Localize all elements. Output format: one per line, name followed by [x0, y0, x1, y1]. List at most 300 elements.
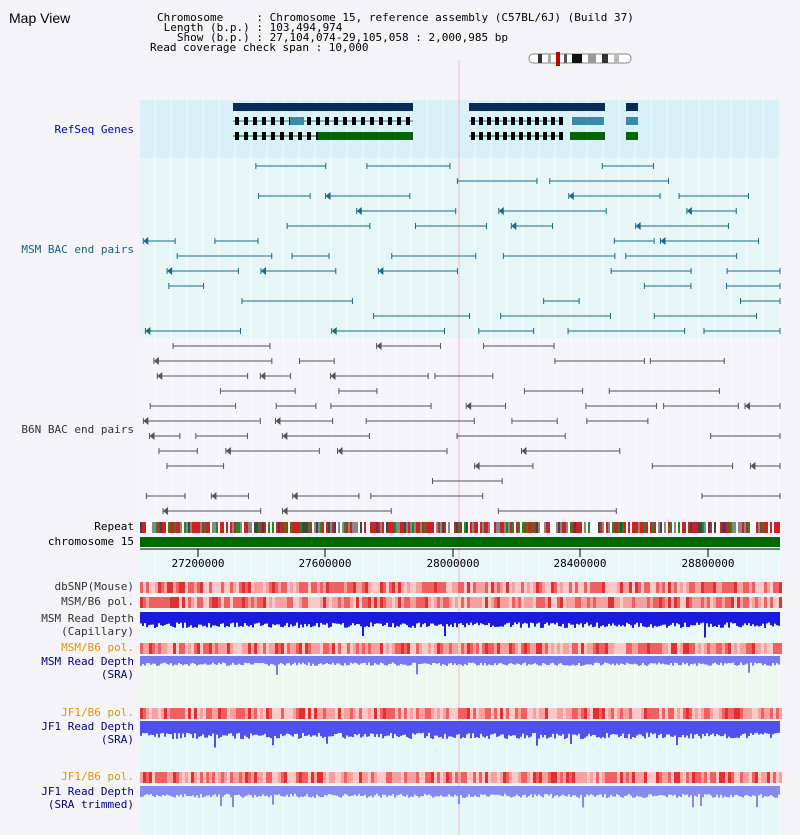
jf1-pol-heat [500, 708, 503, 719]
jf1-pol2-heat [206, 772, 209, 783]
msm-pol2-heat [185, 643, 188, 654]
repeat-mark [716, 522, 718, 533]
jf1-depth-trim-bar [566, 786, 568, 796]
jf1-pol-heat [230, 708, 233, 719]
repeat-mark [448, 522, 450, 533]
dbsnp-heat [566, 582, 569, 593]
dbsnp-heat [485, 582, 488, 593]
dbsnp-heat [671, 582, 674, 593]
repeat-mark [282, 522, 284, 533]
msm-depth-sra-bar [592, 656, 594, 665]
msm-depth-sra-bar [218, 656, 220, 663]
msm-depth-cap-bar [678, 612, 680, 624]
gene-exon [527, 132, 531, 140]
jf1-depth-sra-bar [362, 721, 364, 736]
msm-depth-cap-bar [312, 612, 314, 626]
msm-depth-cap-bar [330, 612, 332, 627]
msm-pol-heat [620, 597, 623, 608]
repeat-mark [558, 522, 560, 533]
msm-depth-sra-bar [670, 656, 672, 663]
msm-depth-cap-bar [240, 612, 242, 626]
jf1-depth-trim-bar [468, 786, 470, 794]
jf1-pol-heat [674, 708, 677, 719]
dbsnp-heat [722, 582, 725, 593]
msm-depth-cap-bar [722, 612, 724, 628]
msm-pol2-heat [407, 643, 410, 654]
jf1-depth-trim-bar [310, 786, 312, 797]
dbsnp-heat [266, 582, 269, 593]
msm-pol2-heat [179, 643, 182, 654]
msm-depth-sra-bar [332, 656, 334, 663]
dbsnp-heat [560, 582, 563, 593]
dbsnp-heat [461, 582, 464, 593]
chromosome-bar[interactable] [140, 537, 780, 547]
jf1-pol2-heat [401, 772, 404, 783]
msm-depth-sra-bar [682, 656, 684, 663]
jf1-depth-sra-bar [232, 721, 234, 736]
jf1-pol-heat [698, 708, 701, 719]
jf1-depth-sra-bar [596, 721, 598, 737]
msm-depth-sra-bar [634, 656, 636, 664]
msm-depth-sra-bar [534, 656, 536, 663]
msm-depth-cap-bar [218, 612, 220, 627]
jf1-depth-sra-bar [322, 721, 324, 738]
msm-depth-sra-bar [750, 656, 752, 663]
msm-depth-sra-bar [436, 656, 438, 664]
jf1-depth-trim-bar [466, 786, 468, 797]
dbsnp-heat [749, 582, 752, 593]
dbsnp-heat [305, 582, 308, 593]
msm-pol-heat [587, 597, 590, 608]
dbsnp-heat [275, 582, 278, 593]
jf1-depth-sra-bar [440, 721, 442, 737]
jf1-depth-sra-bar [584, 721, 586, 738]
msm-depth-sra-bar [480, 656, 482, 663]
msm-depth-cap-bar [560, 612, 562, 626]
jf1-pol2-heat [278, 772, 281, 783]
jf1-pol-heat [338, 708, 341, 719]
label-msm-bac: MSM BAC end pairs [21, 243, 134, 256]
jf1-depth-trim-bar [180, 786, 182, 794]
msm-depth-cap-bar [732, 612, 734, 624]
msm-depth-sra-bar [690, 656, 692, 664]
repeat-mark [490, 522, 492, 533]
msm-depth-cap-bar [480, 612, 482, 623]
msm-pol-heat [554, 597, 557, 608]
msm-depth-sra-bar [426, 656, 428, 664]
jf1-pol-heat [158, 708, 161, 719]
gene-exon [471, 132, 475, 140]
msm-depth-sra-bar [424, 656, 426, 663]
msm-depth-sra-bar [484, 656, 486, 663]
msm-depth-sra-bar [496, 656, 498, 665]
repeat-mark [428, 522, 430, 533]
msm-pol-heat [647, 597, 650, 608]
repeat-mark [446, 522, 448, 533]
jf1-depth-sra-bar [766, 721, 768, 733]
jf1-depth-trim-bar [288, 786, 290, 797]
msm-pol-heat [710, 597, 713, 608]
jf1-depth-trim-bar [150, 786, 152, 794]
jf1-depth-sra-bar [276, 721, 278, 738]
jf1-depth-trim-bar [322, 786, 324, 797]
msm-depth-sra-bar [198, 656, 200, 665]
msm-depth-cap-bar [150, 612, 152, 625]
jf1-pol-heat [467, 708, 470, 719]
msm-pol-heat [506, 597, 509, 608]
jf1-depth-sra-bar [430, 721, 432, 738]
jf1-depth-sra-bar [534, 721, 536, 733]
jf1-depth-sra-bar [396, 721, 398, 736]
msm-pol2-heat [767, 643, 770, 654]
msm-depth-sra-bar [562, 656, 564, 665]
jf1-depth-trim-bar [282, 786, 284, 797]
jf1-depth-sra-bar [186, 721, 188, 733]
repeat-mark [242, 522, 244, 533]
msm-pol-heat [680, 597, 683, 608]
msm-depth-cap-bar [302, 612, 304, 627]
jf1-depth-trim-bar [544, 786, 546, 794]
msm-depth-sra-bar [458, 656, 460, 664]
jf1-depth-sra-bar [722, 721, 724, 736]
repeat-mark [688, 522, 690, 533]
dbsnp-heat [680, 582, 683, 593]
msm-depth-sra-bar [756, 656, 758, 664]
msm-depth-sra-bar [202, 656, 204, 664]
msm-depth-sra-bar [504, 656, 506, 665]
msm-pol-heat [773, 597, 776, 608]
msm-depth-sra-bar [742, 656, 744, 665]
dbsnp-heat [260, 582, 263, 593]
jf1-depth-trim-bar [170, 786, 172, 796]
jf1-depth-sra-bar [506, 721, 508, 739]
repeat-mark [500, 522, 502, 533]
msm-depth-sra-bar [460, 656, 462, 665]
repeat-mark [146, 522, 148, 533]
msm-depth-sra-bar [392, 656, 394, 663]
msm-depth-sra-bar [304, 656, 306, 664]
msm-pol-heat [215, 597, 218, 608]
jf1-pol2-heat [764, 772, 767, 783]
jf1-pol2-heat [779, 772, 782, 783]
repeat-mark [140, 522, 142, 533]
msm-pol-heat [521, 597, 524, 608]
repeat-mark [312, 522, 314, 533]
jf1-depth-trim-bar [262, 786, 264, 794]
jf1-depth-trim-bar [146, 786, 148, 794]
jf1-pol-heat [149, 708, 152, 719]
msm-depth-sra-bar [396, 656, 398, 666]
msm-depth-cap-bar [600, 612, 602, 626]
jf1-pol-heat [764, 708, 767, 719]
dbsnp-heat [380, 582, 383, 593]
jf1-depth-trim-bar [714, 786, 716, 797]
repeat-mark [426, 522, 428, 533]
msm-depth-cap-bar [648, 612, 650, 627]
gene-exon [388, 117, 392, 125]
jf1-depth-trim-bar [380, 786, 382, 798]
msm-depth-sra-bar [686, 656, 688, 663]
msm-pol2-heat [659, 643, 662, 654]
jf1-depth-sra-bar [264, 721, 266, 734]
jf1-depth-sra-bar [340, 721, 342, 733]
msm-depth-cap-bar [322, 612, 324, 624]
dbsnp-heat [629, 582, 632, 593]
jf1-pol-heat [386, 708, 389, 719]
jf1-pol-heat [494, 708, 497, 719]
msm-depth-cap-bar [152, 612, 154, 625]
msm-depth-cap-bar [564, 612, 566, 628]
repeat-mark [478, 522, 480, 533]
msm-pol-heat [284, 597, 287, 608]
msm-depth-sra-bar [684, 656, 686, 664]
msm-pol-heat [665, 597, 668, 608]
jf1-depth-sra-bar [246, 721, 248, 737]
label-msm-depth-cap-sub: (Capillary) [61, 625, 134, 638]
repeat-mark [352, 522, 354, 533]
jf1-pol-heat [164, 708, 167, 719]
msm-depth-sra-bar [166, 656, 168, 664]
msm-pol-heat [707, 597, 710, 608]
jf1-depth-trim-bar [656, 786, 658, 796]
repeat-mark [722, 522, 724, 533]
msm-depth-cap-bar [374, 612, 376, 624]
msm-pol2-heat [278, 643, 281, 654]
repeat-mark [374, 522, 376, 533]
msm-pol2-heat [641, 643, 644, 654]
repeat-mark [632, 522, 634, 533]
jf1-pol2-heat [755, 772, 758, 783]
jf1-pol2-heat [686, 772, 689, 783]
jf1-depth-trim-bar [422, 786, 424, 796]
msm-depth-sra-bar [704, 656, 706, 664]
msm-pol2-heat [200, 643, 203, 654]
repeat-mark [454, 522, 456, 533]
dbsnp-heat [392, 582, 395, 593]
repeat-mark [564, 522, 566, 533]
jf1-pol-heat [728, 708, 731, 719]
jf1-depth-sra-bar [526, 721, 528, 735]
jf1-pol-heat [410, 708, 413, 719]
msm-pol2-heat [515, 643, 518, 654]
jf1-depth-trim-bar [234, 786, 236, 795]
msm-depth-sra-bar [360, 656, 362, 664]
msm-depth-sra-bar [694, 656, 696, 663]
msm-depth-sra-bar [604, 656, 606, 663]
jf1-pol2-heat [266, 772, 269, 783]
jf1-pol2-heat [590, 772, 593, 783]
jf1-depth-trim-bar [462, 786, 464, 798]
repeat-mark [650, 522, 652, 533]
msm-depth-sra-bar [508, 656, 510, 664]
msm-pol-heat [512, 597, 515, 608]
jf1-depth-trim-bar [662, 786, 664, 795]
msm-depth-sra-bar [656, 656, 658, 665]
jf1-pol-heat [569, 708, 572, 719]
dbsnp-heat [563, 582, 566, 593]
jf1-depth-trim-bar [490, 786, 492, 795]
label-jf1-pol2: JF1/B6 pol. [61, 770, 134, 783]
jf1-depth-sra-bar [688, 721, 690, 738]
msm-depth-cap-bar [308, 612, 310, 624]
repeat-mark [180, 522, 182, 533]
gene-exon [298, 132, 302, 140]
repeat-mark [718, 522, 720, 533]
msm-depth-cap-bar [338, 612, 340, 624]
jf1-pol-heat [209, 708, 212, 719]
msm-pol-heat [383, 597, 386, 608]
jf1-pol-heat [182, 708, 185, 719]
jf1-depth-trim-bar [436, 786, 438, 796]
repeat-mark [334, 522, 336, 533]
jf1-pol2-heat [773, 772, 776, 783]
msm-depth-cap-bar [156, 612, 158, 627]
jf1-depth-trim-bar [658, 786, 660, 795]
jf1-depth-sra-bar [514, 721, 516, 735]
msm-pol2-heat [539, 643, 542, 654]
dbsnp-heat [389, 582, 392, 593]
repeat-mark [166, 522, 168, 533]
gene-exon [570, 132, 605, 140]
msm-pol2-heat [716, 643, 719, 654]
jf1-depth-trim-bar [218, 786, 220, 795]
repeat-mark [598, 522, 600, 533]
msm-depth-sra-bar [632, 656, 634, 664]
jf1-pol2-heat [734, 772, 737, 783]
gene-exon [406, 117, 410, 125]
gene-exon [551, 117, 555, 125]
msm-depth-cap-bar [290, 612, 292, 624]
msm-depth-sra-bar [646, 656, 648, 666]
jf1-pol-heat [509, 708, 512, 719]
msm-depth-sra-bar [696, 656, 698, 666]
msm-pol2-heat [533, 643, 536, 654]
jf1-pol-heat [416, 708, 419, 719]
jf1-depth-sra-bar [528, 721, 530, 738]
jf1-depth-sra-bar [328, 721, 330, 736]
msm-pol2-heat [416, 643, 419, 654]
msm-depth-sra-bar [532, 656, 534, 664]
msm-depth-cap-bar [638, 612, 640, 627]
msm-depth-cap-bar [190, 612, 192, 625]
repeat-mark [342, 522, 344, 533]
dbsnp-heat [596, 582, 599, 593]
jf1-pol2-heat [398, 772, 401, 783]
jf1-pol-heat [560, 708, 563, 719]
msm-depth-sra-bar [530, 656, 532, 665]
repeat-mark [322, 522, 324, 533]
dbsnp-heat [740, 582, 743, 593]
jf1-pol-heat [554, 708, 557, 719]
msm-pol2-heat [446, 643, 449, 654]
repeat-mark [226, 522, 228, 533]
jf1-pol2-heat [506, 772, 509, 783]
jf1-depth-sra-bar [444, 721, 446, 734]
jf1-pol-heat [731, 708, 734, 719]
dbsnp-heat [416, 582, 419, 593]
dbsnp-heat [239, 582, 242, 593]
msm-depth-sra-bar [518, 656, 520, 664]
msm-pol-heat [299, 597, 302, 608]
msm-pol-heat [473, 597, 476, 608]
jf1-depth-sra-bar [352, 721, 354, 737]
msm-depth-sra-bar [768, 656, 770, 666]
jf1-depth-sra-bar [502, 721, 504, 734]
repeat-mark [748, 522, 750, 533]
msm-depth-cap-bar [662, 612, 664, 625]
dbsnp-heat [578, 582, 581, 593]
jf1-depth-sra-bar [202, 721, 204, 734]
msm-depth-sra-bar [618, 656, 620, 665]
jf1-depth-sra-bar [728, 721, 730, 737]
jf1-depth-trim-bar [650, 786, 652, 794]
jf1-depth-sra-bar [754, 721, 756, 733]
msm-depth-sra-bar [284, 656, 286, 665]
jf1-pol2-heat [149, 772, 152, 783]
msm-depth-cap-bar [390, 612, 392, 627]
msm-pol2-heat [731, 643, 734, 654]
msm-depth-cap-bar [324, 612, 326, 625]
msm-pol-heat [194, 597, 197, 608]
jf1-pol2-heat [569, 772, 572, 783]
jf1-depth-trim-bar [560, 786, 562, 796]
dbsnp-heat [347, 582, 350, 593]
repeat-mark [552, 522, 554, 533]
msm-depth-sra-bar [180, 656, 182, 664]
msm-pol2-heat [593, 643, 596, 654]
jf1-pol-heat [707, 708, 710, 719]
jf1-depth-sra-bar [508, 721, 510, 735]
msm-depth-cap-bar [754, 612, 756, 626]
jf1-pol-heat [218, 708, 221, 719]
jf1-depth-sra-bar [660, 721, 662, 734]
msm-depth-sra-bar [718, 656, 720, 665]
msm-depth-cap-bar [204, 612, 206, 626]
jf1-depth-trim-bar [354, 786, 356, 795]
msm-pol2-heat [569, 643, 572, 654]
jf1-depth-sra-bar [598, 721, 600, 737]
gene-exon [307, 132, 311, 140]
jf1-depth-sra-bar [496, 721, 498, 737]
jf1-depth-trim-bar [746, 786, 748, 795]
msm-depth-cap-bar [726, 612, 728, 623]
msm-depth-cap-bar [224, 612, 226, 627]
msm-depth-cap-bar [640, 612, 642, 623]
jf1-depth-sra-bar [700, 721, 702, 738]
repeat-mark [190, 522, 192, 533]
jf1-depth-trim-bar [614, 786, 616, 797]
jf1-pol-heat [425, 708, 428, 719]
gene-exon [379, 117, 383, 125]
msm-pol-heat [305, 597, 308, 608]
msm-depth-sra-bar [720, 656, 722, 663]
jf1-depth-trim-bar [506, 786, 508, 796]
msm-depth-cap-bar [284, 612, 286, 626]
jf1-depth-sra-bar [480, 721, 482, 734]
dbsnp-heat [599, 582, 602, 593]
jf1-depth-sra-bar [266, 721, 268, 737]
msm-pol-heat [560, 597, 563, 608]
jf1-depth-trim-bar [562, 786, 564, 795]
dbsnp-heat [287, 582, 290, 593]
msm-depth-cap-bar [540, 612, 542, 628]
jf1-depth-sra-bar [744, 721, 746, 733]
jf1-depth-sra-bar [240, 721, 242, 739]
gene-exon [318, 132, 413, 140]
repeat-mark [732, 522, 734, 533]
jf1-depth-trim-bar [152, 786, 154, 796]
dbsnp-heat [644, 582, 647, 593]
